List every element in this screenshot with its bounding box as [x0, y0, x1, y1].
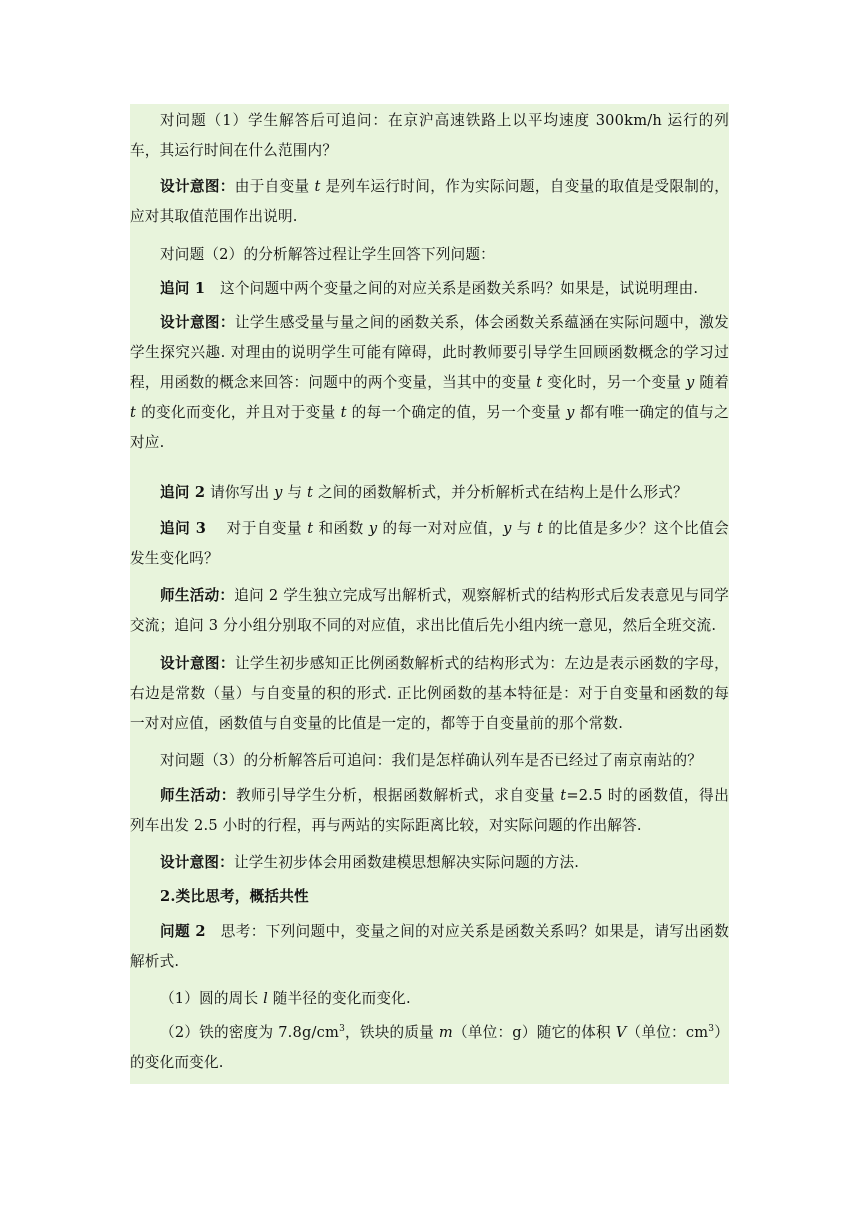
- paragraph-followup-1: [130, 274, 729, 304]
- label-followup-1: 追问 1: [160, 280, 206, 297]
- paragraph-problem-2: [130, 917, 729, 977]
- text-segment: （单位：cm: [626, 1024, 709, 1041]
- var-y: y: [685, 374, 695, 391]
- label-design-intent: 设计意图：: [160, 178, 235, 195]
- var-t: t: [307, 520, 314, 537]
- text-segment: 思考：下列问题中，变量之间的对应关系是函数关系吗？如果是，请写出函数解析式.: [130, 923, 729, 970]
- text-segment: 的比值是多少？这个比值会发生变化吗？: [130, 520, 729, 567]
- var-l: l: [263, 990, 268, 1007]
- section-heading-text: 2.类比思考，概括共性: [160, 888, 309, 905]
- text-segment: 由于自变量: [234, 178, 315, 195]
- text-segment: 让学生初步体会用函数建模思想解决实际问题的方法.: [233, 854, 580, 871]
- text-segment: 与: [511, 520, 537, 537]
- superscript: 3: [339, 1024, 346, 1035]
- var-t: t: [560, 787, 567, 804]
- text-segment: 是列车运行时间，作为实际问题，自变量的取值是受限制的，应对其取值范围作出说明.: [130, 178, 729, 225]
- var-t: t: [536, 374, 543, 391]
- paragraph-text: 对问题（1）学生解答后可追问：在京沪高速铁路上以平均速度 300km/h 运行的列车，其运行时间在什么范围内？: [130, 112, 729, 159]
- label-teacher-student: 师生活动：: [160, 587, 235, 604]
- text-segment: 变化时，另一个变量: [542, 374, 686, 391]
- label-problem-2: 问题 2: [160, 923, 206, 940]
- var-v: V: [615, 1024, 627, 1041]
- text-segment: 都有唯一确定的值与之对应.: [130, 404, 730, 451]
- text-segment: （单位：g）随它的体积: [452, 1024, 616, 1041]
- section-heading: [130, 882, 729, 912]
- text-segment: （2）铁的密度为 7.8g/cm: [160, 1024, 340, 1041]
- var-m: m: [438, 1024, 453, 1041]
- paragraph-design-intent-4: [130, 848, 729, 878]
- var-t: t: [340, 404, 347, 421]
- paragraph-design-intent-2: [130, 308, 729, 458]
- text-segment: 请你写出: [205, 484, 275, 501]
- paragraph-design-intent-1: [130, 172, 729, 232]
- text-segment: ，铁块的质量: [345, 1024, 439, 1041]
- var-y: y: [274, 484, 283, 501]
- var-y: y: [368, 520, 378, 537]
- text-segment: 随半径的变化而变化.: [267, 990, 411, 1007]
- label-teacher-student: 师生活动：: [160, 787, 236, 804]
- paragraph-problem-2-item-1: [130, 984, 729, 1014]
- label-design-intent: 设计意图：: [160, 854, 234, 871]
- text-segment: 的每一对对应值，: [377, 520, 504, 537]
- var-t: t: [536, 520, 544, 537]
- var-y: y: [503, 520, 512, 537]
- text-segment: 与: [282, 484, 308, 501]
- label-design-intent: 设计意图：: [160, 314, 235, 331]
- paragraph-teacher-student-1: [130, 581, 729, 641]
- text-segment: 追问 2 学生独立完成写出解析式，观察解析式的结构形式后发表意见与同学交流；追问 3 分小组分别取不同的对应值，求出比值后先小组内统一意见，然后全班交流.: [130, 587, 729, 634]
- label-design-intent: 设计意图：: [160, 655, 235, 672]
- var-y: y: [566, 404, 575, 421]
- label-followup-2: 追问 2: [160, 484, 206, 501]
- paragraph-followup-3: [130, 514, 729, 574]
- paragraph-teacher-student-2: [130, 781, 729, 841]
- text-segment: 的变化而变化，并且对于变量: [136, 404, 341, 421]
- var-t: t: [130, 404, 137, 421]
- text-segment: 的每一个确定的值，另一个变量: [346, 404, 567, 421]
- paragraph-text: 对问题（2）的分析解答过程让学生回答下列问题：: [160, 246, 495, 263]
- text-segment: （1）圆的周长: [160, 990, 264, 1007]
- var-t: t: [307, 484, 314, 501]
- document-body: [130, 104, 729, 1084]
- text-segment: 让学生初步感知正比例函数解析式的结构形式为：左边是表示函数的字母，右边是常数（量）与自变量的积的形式. 正比例函数的基本特征是：对于自变量和函数的每一对对应值，函数值与自变量的比值是一定的，都等于自变量前的那个常数.: [130, 655, 729, 732]
- paragraph-followup-2: [130, 478, 729, 508]
- paragraph-problem-2-item-2: [130, 1018, 729, 1078]
- text-segment: 教师引导学生分析，根据函数解析式，求自变量: [235, 787, 561, 804]
- var-t: t: [314, 178, 321, 195]
- paragraph-q2-intro: [130, 240, 729, 270]
- paragraph-text: 对问题（3）的分析解答后可追问：我们是怎样确认列车是否已经过了南京南站的？: [160, 752, 703, 769]
- text-segment: 对于自变量: [206, 520, 308, 537]
- label-followup-3: 追问 3: [160, 520, 207, 537]
- text-segment: 这个问题中两个变量之间的对应关系是函数关系吗？如果是，试说明理由.: [205, 280, 699, 297]
- text-segment: ）的变化而变化.: [130, 1024, 730, 1071]
- text-segment: =2.5 时的函数值，得出列车出发 2.5 小时的行程，再与两站的实际距离比较，对实际问题的作出解答.: [130, 787, 729, 834]
- text-segment: 之间的函数解析式，并分析解析式在结构上是什么形式？: [313, 484, 688, 501]
- paragraph-design-intent-3: [130, 649, 729, 739]
- superscript: 3: [708, 1024, 715, 1035]
- paragraph-followup-q1: [130, 106, 729, 166]
- text-segment: 和函数: [313, 520, 369, 537]
- paragraph-followup-q3: [130, 746, 729, 776]
- text-segment: 随着: [694, 374, 729, 391]
- text-segment: 让学生感受量与量之间的函数关系，体会函数关系蕴涵在实际问题中，激发学生探究兴趣. 对理由的说明学生可能有障碍，此时教师要引导学生回顾函数概念的学习过程，用函数的概念来回答：问题中的两个变量，当其中的变量: [130, 314, 729, 391]
